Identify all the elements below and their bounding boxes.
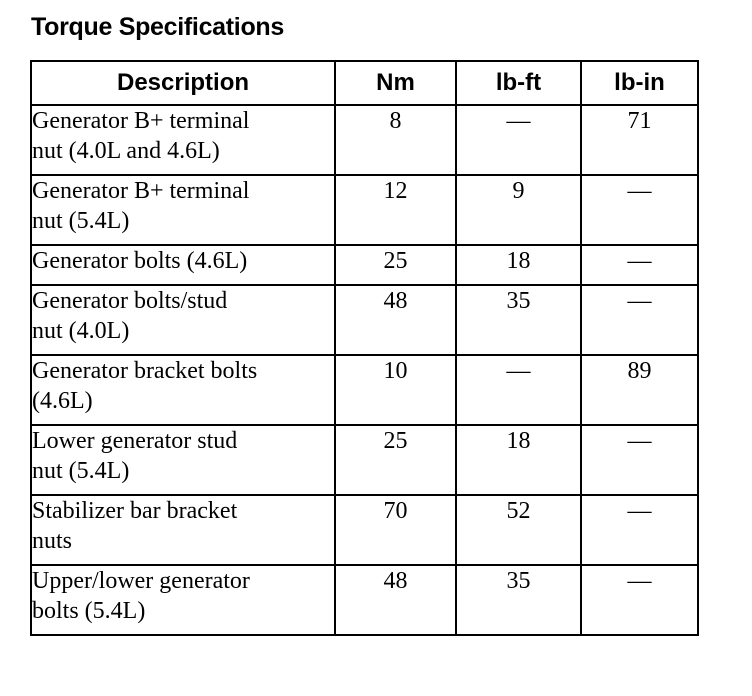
nm-cell: 12 — [335, 175, 456, 245]
lb-ft-cell: 18 — [456, 425, 581, 495]
lb-ft-cell: 35 — [456, 565, 581, 635]
description-line: Lower generator stud — [32, 428, 238, 454]
header-lb-in: lb-in — [581, 61, 698, 105]
table-row — [31, 495, 698, 565]
header-lb-ft: lb-ft — [456, 61, 581, 105]
description-line: Generator bolts (4.6L) — [32, 248, 248, 274]
description-line: nut (5.4L) — [32, 458, 130, 484]
table-row — [31, 105, 698, 175]
table-row — [31, 175, 698, 245]
description-cell — [31, 425, 335, 495]
lb-in-cell: — — [581, 245, 698, 285]
lb-in-cell: 89 — [581, 355, 698, 425]
description-cell — [31, 285, 335, 355]
page-title: Torque Specifications — [31, 13, 285, 41]
lb-ft-cell: — — [456, 105, 581, 175]
description-line: nuts — [32, 528, 73, 554]
table-row — [31, 355, 698, 425]
lb-in-cell: — — [581, 175, 698, 245]
lb-in-cell: — — [581, 285, 698, 355]
description-line: Generator B+ terminal — [32, 178, 250, 204]
lb-in-cell: — — [581, 425, 698, 495]
nm-cell: 8 — [335, 105, 456, 175]
lb-in-cell: — — [581, 565, 698, 635]
lb-in-cell: — — [581, 495, 698, 565]
description-cell — [31, 245, 335, 285]
lb-ft-cell: 35 — [456, 285, 581, 355]
nm-cell: 70 — [335, 495, 456, 565]
description-cell — [31, 565, 335, 635]
description-cell — [31, 495, 335, 565]
nm-cell: 25 — [335, 245, 456, 285]
description-line: Stabilizer bar bracket — [32, 498, 238, 524]
description-line: (4.6L) — [32, 388, 93, 414]
description-cell — [31, 105, 335, 175]
lb-ft-cell: 9 — [456, 175, 581, 245]
nm-cell: 48 — [335, 285, 456, 355]
header-nm: Nm — [335, 61, 456, 105]
table-row — [31, 425, 698, 495]
table-row — [31, 245, 698, 285]
nm-cell: 10 — [335, 355, 456, 425]
description-cell — [31, 355, 335, 425]
description-line: nut (5.4L) — [32, 208, 130, 234]
description-line: Upper/lower generator — [32, 568, 250, 594]
description-line: Generator bracket bolts — [32, 358, 258, 384]
description-line: Generator B+ terminal — [32, 108, 250, 134]
nm-cell: 48 — [335, 565, 456, 635]
description-cell — [31, 175, 335, 245]
lb-ft-cell: — — [456, 355, 581, 425]
lb-ft-cell: 52 — [456, 495, 581, 565]
header-description: Description — [31, 61, 335, 105]
torque-spec-table — [30, 60, 699, 636]
table-header-row — [31, 61, 698, 105]
lb-ft-cell: 18 — [456, 245, 581, 285]
lb-in-cell: 71 — [581, 105, 698, 175]
table-row — [31, 285, 698, 355]
description-line: Generator bolts/stud — [32, 288, 228, 314]
description-line: nut (4.0L and 4.6L) — [32, 138, 220, 164]
description-line: bolts (5.4L) — [32, 598, 146, 624]
nm-cell: 25 — [335, 425, 456, 495]
table-row — [31, 565, 698, 635]
description-line: nut (4.0L) — [32, 318, 130, 344]
